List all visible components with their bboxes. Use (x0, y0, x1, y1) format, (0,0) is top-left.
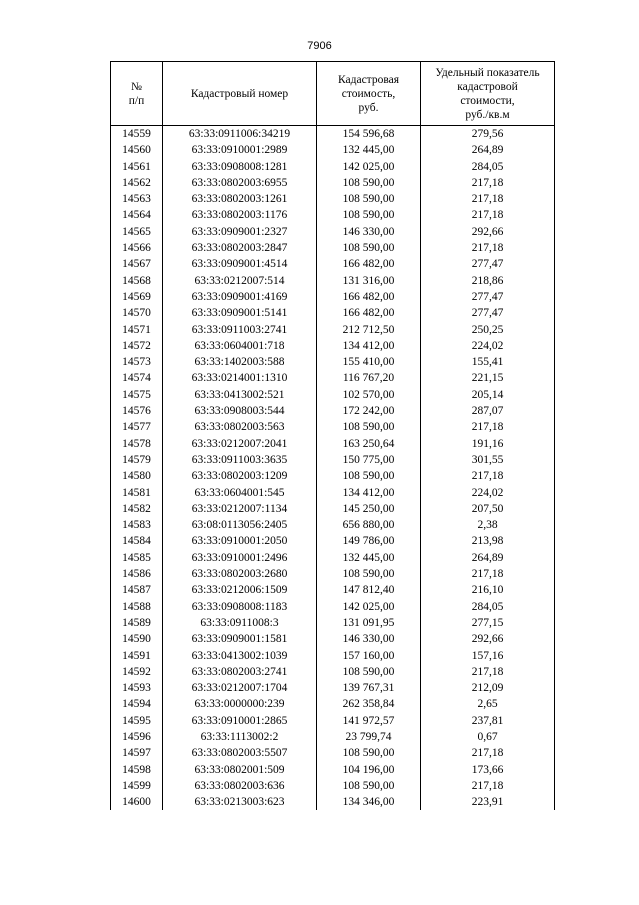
header-cadastral-number (163, 62, 317, 126)
header-row-number-line2: п/п (128, 94, 145, 107)
specific-indicator-cell: 221,15 (421, 370, 555, 386)
specific-indicator-cell: 277,47 (421, 305, 555, 321)
row-number-cell: 14561 (111, 159, 163, 175)
row-number-cell: 14583 (111, 517, 163, 533)
cadastral-value-cell: 108 590,00 (317, 191, 421, 207)
table-row (111, 696, 555, 712)
cadastral-number-cell: 63:33:0909001:4514 (163, 256, 317, 272)
cadastral-value-cell: 166 482,00 (317, 305, 421, 321)
row-number-cell: 14576 (111, 403, 163, 419)
table-body (111, 126, 555, 811)
specific-indicator-cell: 277,47 (421, 289, 555, 305)
specific-indicator-cell: 205,14 (421, 387, 555, 403)
specific-indicator-cell: 223,91 (421, 794, 555, 810)
table-row (111, 142, 555, 158)
cadastral-value-cell: 142 025,00 (317, 159, 421, 175)
specific-indicator-cell: 301,55 (421, 452, 555, 468)
row-number-cell: 14585 (111, 550, 163, 566)
cadastral-value-cell: 134 412,00 (317, 338, 421, 354)
cadastral-number-cell: 63:33:0911003:3635 (163, 452, 317, 468)
specific-indicator-cell: 217,18 (421, 664, 555, 680)
row-number-cell: 14578 (111, 436, 163, 452)
table-row (111, 191, 555, 207)
table-row (111, 207, 555, 223)
cadastral-number-cell: 63:33:0413002:521 (163, 387, 317, 403)
cadastral-value-cell: 157 160,00 (317, 648, 421, 664)
row-number-cell: 14581 (111, 485, 163, 501)
specific-indicator-cell: 217,18 (421, 175, 555, 191)
specific-indicator-cell: 157,16 (421, 648, 555, 664)
cadastral-value-cell: 166 482,00 (317, 289, 421, 305)
cadastral-value-cell: 212 712,50 (317, 322, 421, 338)
row-number-cell: 14587 (111, 582, 163, 598)
row-number-cell: 14598 (111, 762, 163, 778)
cadastral-number-cell: 63:33:0212007:514 (163, 273, 317, 289)
cadastral-value-cell: 141 972,57 (317, 713, 421, 729)
cadastral-value-table (110, 61, 555, 810)
row-number-cell: 14596 (111, 729, 163, 745)
table-row (111, 582, 555, 598)
row-number-cell: 14563 (111, 191, 163, 207)
specific-indicator-cell: 218,86 (421, 273, 555, 289)
cadastral-value-cell: 132 445,00 (317, 142, 421, 158)
row-number-cell: 14572 (111, 338, 163, 354)
table-row (111, 485, 555, 501)
row-number-cell: 14568 (111, 273, 163, 289)
header-row-number-line1: № (131, 80, 142, 93)
header-row-number (111, 62, 163, 126)
row-number-cell: 14591 (111, 648, 163, 664)
cadastral-number-cell: 63:33:0214001:1310 (163, 370, 317, 386)
cadastral-value-cell: 139 767,31 (317, 680, 421, 696)
table-row (111, 305, 555, 321)
table-row (111, 566, 555, 582)
cadastral-value-cell: 102 570,00 (317, 387, 421, 403)
row-number-cell: 14569 (111, 289, 163, 305)
table-row (111, 354, 555, 370)
specific-indicator-cell: 207,50 (421, 501, 555, 517)
specific-indicator-cell: 0,67 (421, 729, 555, 745)
table-row (111, 387, 555, 403)
table-row (111, 664, 555, 680)
cadastral-number-cell: 63:33:0213003:623 (163, 794, 317, 810)
cadastral-value-cell: 147 812,40 (317, 582, 421, 598)
cadastral-value-cell: 108 590,00 (317, 664, 421, 680)
cadastral-value-cell: 131 091,95 (317, 615, 421, 631)
header-cadastral-number-text: Кадастровый номер (190, 87, 289, 100)
cadastral-value-cell: 163 250,64 (317, 436, 421, 452)
specific-indicator-cell: 264,89 (421, 550, 555, 566)
cadastral-number-cell: 63:33:0212007:2041 (163, 436, 317, 452)
row-number-cell: 14580 (111, 468, 163, 484)
specific-indicator-cell: 212,09 (421, 680, 555, 696)
cadastral-number-cell: 63:33:0911006:34219 (163, 126, 317, 143)
specific-indicator-cell: 217,18 (421, 468, 555, 484)
table-row (111, 452, 555, 468)
header-specific-indicator-line3: стоимости, (460, 94, 515, 107)
cadastral-value-cell: 108 590,00 (317, 207, 421, 223)
cadastral-number-cell: 63:33:0908008:1281 (163, 159, 317, 175)
cadastral-value-cell: 149 786,00 (317, 533, 421, 549)
table-row (111, 517, 555, 533)
header-specific-indicator-line1: Удельный показатель (435, 66, 540, 79)
table-header (111, 62, 555, 126)
row-number-cell: 14575 (111, 387, 163, 403)
cadastral-number-cell: 63:33:0911003:2741 (163, 322, 317, 338)
cadastral-number-cell: 63:33:0000000:239 (163, 696, 317, 712)
row-number-cell: 14579 (111, 452, 163, 468)
cadastral-number-cell: 63:33:0802003:5507 (163, 745, 317, 761)
table-row (111, 322, 555, 338)
table-row (111, 745, 555, 761)
cadastral-value-cell: 262 358,84 (317, 696, 421, 712)
specific-indicator-cell: 213,98 (421, 533, 555, 549)
table-row (111, 419, 555, 435)
row-number-cell: 14574 (111, 370, 163, 386)
cadastral-value-cell: 108 590,00 (317, 778, 421, 794)
table-row (111, 680, 555, 696)
row-number-cell: 14565 (111, 224, 163, 240)
table-row (111, 256, 555, 272)
header-specific-indicator-line2: кадастровой (457, 80, 518, 93)
cadastral-number-cell: 63:33:0910001:2989 (163, 142, 317, 158)
cadastral-number-cell: 63:33:0802003:2741 (163, 664, 317, 680)
specific-indicator-cell: 2,38 (421, 517, 555, 533)
cadastral-number-cell: 63:33:0604001:718 (163, 338, 317, 354)
specific-indicator-cell: 284,05 (421, 599, 555, 615)
cadastral-number-cell: 63:33:0909001:5141 (163, 305, 317, 321)
row-number-cell: 14597 (111, 745, 163, 761)
cadastral-number-cell: 63:08:0113056:2405 (163, 517, 317, 533)
specific-indicator-cell: 217,18 (421, 191, 555, 207)
table-row (111, 648, 555, 664)
specific-indicator-cell: 277,15 (421, 615, 555, 631)
cadastral-value-cell: 134 412,00 (317, 485, 421, 501)
cadastral-value-cell: 142 025,00 (317, 599, 421, 615)
cadastral-value-cell: 108 590,00 (317, 745, 421, 761)
page-number: 7906 (307, 40, 332, 52)
cadastral-number-cell: 63:33:0802003:1261 (163, 191, 317, 207)
cadastral-number-cell: 63:33:0909001:4169 (163, 289, 317, 305)
row-number-cell: 14595 (111, 713, 163, 729)
row-number-cell: 14571 (111, 322, 163, 338)
cadastral-value-cell: 108 590,00 (317, 419, 421, 435)
header-specific-indicator (421, 62, 555, 126)
cadastral-value-cell: 656 880,00 (317, 517, 421, 533)
cadastral-number-cell: 63:33:0910001:2050 (163, 533, 317, 549)
cadastral-number-cell: 63:33:0802001:509 (163, 762, 317, 778)
row-number-cell: 14592 (111, 664, 163, 680)
table-row (111, 762, 555, 778)
specific-indicator-cell: 250,25 (421, 322, 555, 338)
cadastral-number-cell: 63:33:0909001:1581 (163, 631, 317, 647)
row-number-cell: 14567 (111, 256, 163, 272)
table-row (111, 240, 555, 256)
cadastral-value-cell: 132 445,00 (317, 550, 421, 566)
row-number-cell: 14599 (111, 778, 163, 794)
table-row (111, 403, 555, 419)
cadastral-value-cell: 150 775,00 (317, 452, 421, 468)
specific-indicator-cell: 217,18 (421, 207, 555, 223)
row-number-cell: 14600 (111, 794, 163, 810)
header-cadastral-value-line2: стоимость, (341, 87, 396, 100)
specific-indicator-cell: 217,18 (421, 566, 555, 582)
specific-indicator-cell: 217,18 (421, 419, 555, 435)
cadastral-value-cell: 166 482,00 (317, 256, 421, 272)
specific-indicator-cell: 292,66 (421, 631, 555, 647)
table-row (111, 615, 555, 631)
table-row (111, 550, 555, 566)
specific-indicator-cell: 217,18 (421, 745, 555, 761)
cadastral-number-cell: 63:33:0212006:1509 (163, 582, 317, 598)
row-number-cell: 14570 (111, 305, 163, 321)
table-row (111, 778, 555, 794)
table-row (111, 175, 555, 191)
specific-indicator-cell: 217,18 (421, 778, 555, 794)
cadastral-number-cell: 63:33:0212007:1134 (163, 501, 317, 517)
specific-indicator-cell: 217,18 (421, 240, 555, 256)
cadastral-value-cell: 145 250,00 (317, 501, 421, 517)
specific-indicator-cell: 224,02 (421, 485, 555, 501)
cadastral-value-cell: 116 767,20 (317, 370, 421, 386)
specific-indicator-cell: 279,56 (421, 126, 555, 143)
table-row (111, 338, 555, 354)
specific-indicator-cell: 237,81 (421, 713, 555, 729)
header-specific-indicator-line4: руб./кв.м (465, 108, 510, 121)
row-number-cell: 14577 (111, 419, 163, 435)
cadastral-number-cell: 63:33:0908003:544 (163, 403, 317, 419)
table-row (111, 794, 555, 810)
table-row (111, 631, 555, 647)
row-number-cell: 14589 (111, 615, 163, 631)
table-row (111, 436, 555, 452)
specific-indicator-cell: 277,47 (421, 256, 555, 272)
specific-indicator-cell: 224,02 (421, 338, 555, 354)
specific-indicator-cell: 284,05 (421, 159, 555, 175)
table-row (111, 501, 555, 517)
row-number-cell: 14573 (111, 354, 163, 370)
cadastral-value-cell: 134 346,00 (317, 794, 421, 810)
table-row (111, 713, 555, 729)
cadastral-value-cell: 146 330,00 (317, 631, 421, 647)
cadastral-number-cell: 63:33:0802003:2847 (163, 240, 317, 256)
cadastral-value-cell: 108 590,00 (317, 468, 421, 484)
table-row (111, 533, 555, 549)
header-cadastral-value-line3: руб. (358, 101, 379, 114)
cadastral-number-cell: 63:33:0802003:636 (163, 778, 317, 794)
row-number-cell: 14594 (111, 696, 163, 712)
table-row (111, 273, 555, 289)
table-row (111, 468, 555, 484)
specific-indicator-cell: 216,10 (421, 582, 555, 598)
row-number-cell: 14593 (111, 680, 163, 696)
cadastral-value-cell: 146 330,00 (317, 224, 421, 240)
cadastral-number-cell: 63:33:0212007:1704 (163, 680, 317, 696)
row-number-cell: 14588 (111, 599, 163, 615)
specific-indicator-cell: 155,41 (421, 354, 555, 370)
cadastral-number-cell: 63:33:1402003:588 (163, 354, 317, 370)
table-row (111, 159, 555, 175)
header-cadastral-value (317, 62, 421, 126)
row-number-cell: 14560 (111, 142, 163, 158)
row-number-cell: 14559 (111, 126, 163, 143)
cadastral-value-cell: 23 799,74 (317, 729, 421, 745)
table-row (111, 126, 555, 143)
row-number-cell: 14562 (111, 175, 163, 191)
cadastral-number-cell: 63:33:0802003:1176 (163, 207, 317, 223)
header-cadastral-value-line1: Кадастровая (337, 73, 400, 86)
table-row (111, 599, 555, 615)
cadastral-value-cell: 172 242,00 (317, 403, 421, 419)
cadastral-number-cell: 63:33:0910001:2865 (163, 713, 317, 729)
table-row (111, 370, 555, 386)
cadastral-number-cell: 63:33:0802003:6955 (163, 175, 317, 191)
cadastral-value-cell: 104 196,00 (317, 762, 421, 778)
specific-indicator-cell: 2,65 (421, 696, 555, 712)
cadastral-value-cell: 108 590,00 (317, 566, 421, 582)
row-number-cell: 14582 (111, 501, 163, 517)
cadastral-number-cell: 63:33:0911008:3 (163, 615, 317, 631)
cadastral-number-cell: 63:33:1113002:2 (163, 729, 317, 745)
row-number-cell: 14586 (111, 566, 163, 582)
row-number-cell: 14590 (111, 631, 163, 647)
cadastral-number-cell: 63:33:0802003:2680 (163, 566, 317, 582)
table-row (111, 224, 555, 240)
row-number-cell: 14564 (111, 207, 163, 223)
table-row (111, 729, 555, 745)
specific-indicator-cell: 287,07 (421, 403, 555, 419)
cadastral-value-cell: 155 410,00 (317, 354, 421, 370)
cadastral-value-cell: 108 590,00 (317, 240, 421, 256)
cadastral-number-cell: 63:33:0604001:545 (163, 485, 317, 501)
specific-indicator-cell: 292,66 (421, 224, 555, 240)
cadastral-value-cell: 108 590,00 (317, 175, 421, 191)
specific-indicator-cell: 264,89 (421, 142, 555, 158)
cadastral-number-cell: 63:33:0908008:1183 (163, 599, 317, 615)
cadastral-number-cell: 63:33:0910001:2496 (163, 550, 317, 566)
specific-indicator-cell: 191,16 (421, 436, 555, 452)
row-number-cell: 14584 (111, 533, 163, 549)
cadastral-number-cell: 63:33:0802003:1209 (163, 468, 317, 484)
cadastral-value-cell: 154 596,68 (317, 126, 421, 143)
cadastral-number-cell: 63:33:0413002:1039 (163, 648, 317, 664)
cadastral-number-cell: 63:33:0802003:563 (163, 419, 317, 435)
cadastral-number-cell: 63:33:0909001:2327 (163, 224, 317, 240)
table-row (111, 289, 555, 305)
cadastral-value-cell: 131 316,00 (317, 273, 421, 289)
specific-indicator-cell: 173,66 (421, 762, 555, 778)
row-number-cell: 14566 (111, 240, 163, 256)
